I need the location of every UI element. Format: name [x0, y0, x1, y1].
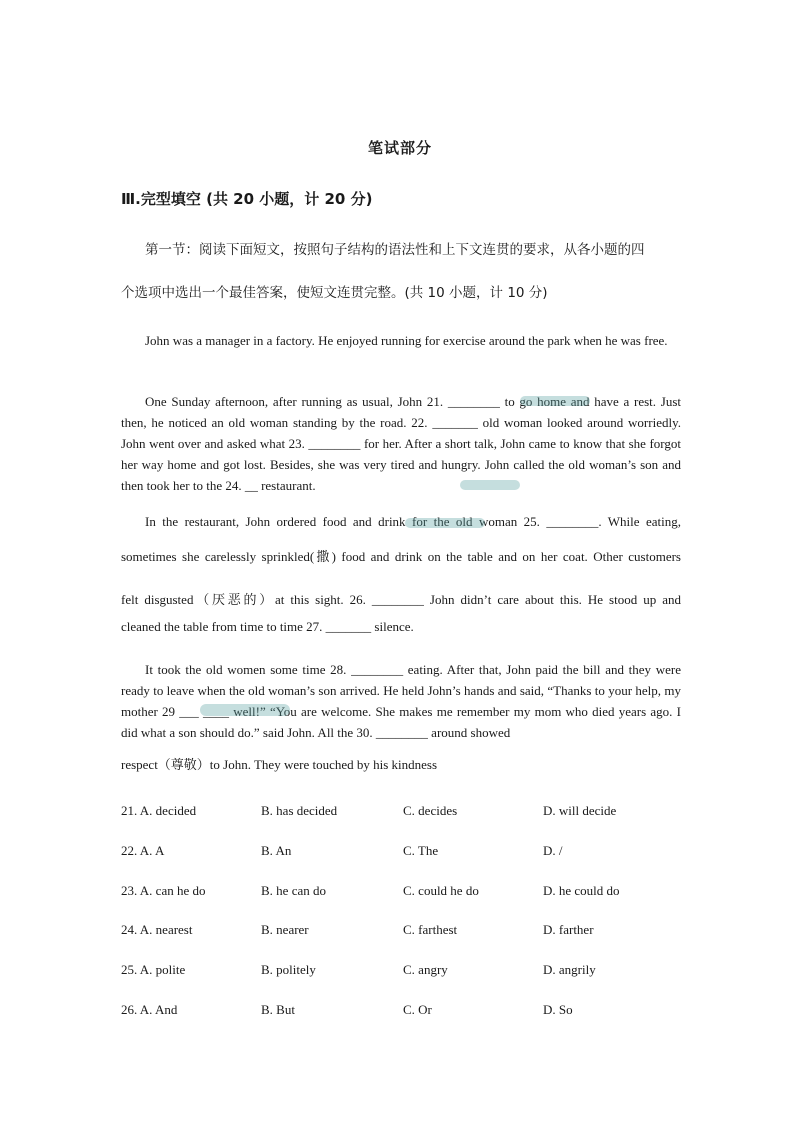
option-c: C. Or [403, 1001, 432, 1017]
passage-paragraph-2 [121, 391, 681, 496]
passage-paragraph-3-line-4: cleaned the table from time to time 27. _______ silence. [121, 619, 414, 634]
option-b: B. nearer [261, 922, 309, 938]
option-c: C. angry [403, 962, 448, 978]
option-d: D. angrily [543, 962, 596, 978]
option-b: B. has decided [261, 803, 338, 818]
instruction-line-2: 个选项中选出一个最佳答案，使短文连贯完整。(共 10 小题，计 10 分) [121, 285, 548, 301]
option-c: C. decides [403, 803, 458, 818]
option-c: C. The [403, 842, 439, 858]
option-a: 21. A. decided [121, 803, 197, 818]
answer-options [121, 803, 681, 1042]
passage-paragraph-1 [121, 330, 681, 351]
option-a: 22. A. A [121, 842, 165, 858]
passage-paragraph-4-last-line: respect（尊敬）to John. They were touched by his kindness [121, 757, 438, 772]
option-row [121, 962, 681, 1002]
option-row [121, 843, 681, 883]
option-row [121, 883, 681, 923]
paragraph-text: John was a manager in a factory. He enjoyed running for exercise around the park when he was free. [145, 333, 668, 348]
paragraph-text: It took the old women some time 28. ________ eating. After that, John paid the bill and they were ready to leave when the old woman’s son arrived. He held John’s hands and said, “Thanks to your help, my mother 29 ___ ____ well!” “You are welcome. She makes me remember my mom who died years ago. I did what a son should do.” said John. All the 30. ________ around showed [121, 662, 681, 740]
option-d: D. will decide [543, 803, 617, 818]
passage-paragraph-3-line-1: In the restaurant, John ordered food and drink for the old woman 25. ________. While eating, [145, 514, 681, 529]
option-a: 25. A. polite [121, 962, 186, 978]
instruction-line-1: 第一节：阅读下面短文，按照句子结构的语法性和上下文连贯的要求，从各小题的四 [145, 242, 645, 258]
option-a: 24. A. nearest [121, 922, 193, 938]
option-b: B. But [261, 1001, 295, 1017]
option-a: 23. A. can he do [121, 882, 206, 898]
passage-paragraph-3-line-3: felt disgusted（厌恶的）at this sight. 26. ________ John didn’t care about this. He stood up and [121, 592, 681, 607]
option-c: C. farthest [403, 922, 458, 938]
option-d: D. / [543, 842, 563, 858]
option-row [121, 922, 681, 962]
page-title: 笔试部分 [367, 139, 432, 157]
option-d: D. So [543, 1001, 573, 1017]
passage-paragraph-3-line-2: sometimes she carelessly sprinkled(撒) food and drink on the table and on her coat. Other customers [121, 549, 681, 564]
section-heading: Ⅲ.完型填空 (共 20 小题，计 20 分) [121, 190, 373, 208]
passage-paragraph-4 [121, 659, 681, 743]
option-c: C. could he do [403, 882, 479, 898]
option-b: B. An [261, 842, 292, 858]
option-d: D. farther [543, 922, 594, 938]
option-row [121, 1002, 681, 1042]
option-b: B. politely [261, 962, 316, 978]
paragraph-text: One Sunday afternoon, after running as usual, John 21. ________ to go home and have a rest. Just then, he noticed an old woman standing by the road. 22. _______ old woman looked around worriedly. John went over and asked what 23. ________ for her. After a short talk, John came to know that she forgot her way home and got lost. Besides, she was very tired and hungry. John called the old woman’s son and then took her to the 24. __ restaurant. [121, 394, 681, 493]
option-row [121, 803, 681, 843]
option-d: D. he could do [543, 882, 620, 898]
option-a: 26. A. And [121, 1001, 178, 1017]
option-b: B. he can do [261, 882, 326, 898]
